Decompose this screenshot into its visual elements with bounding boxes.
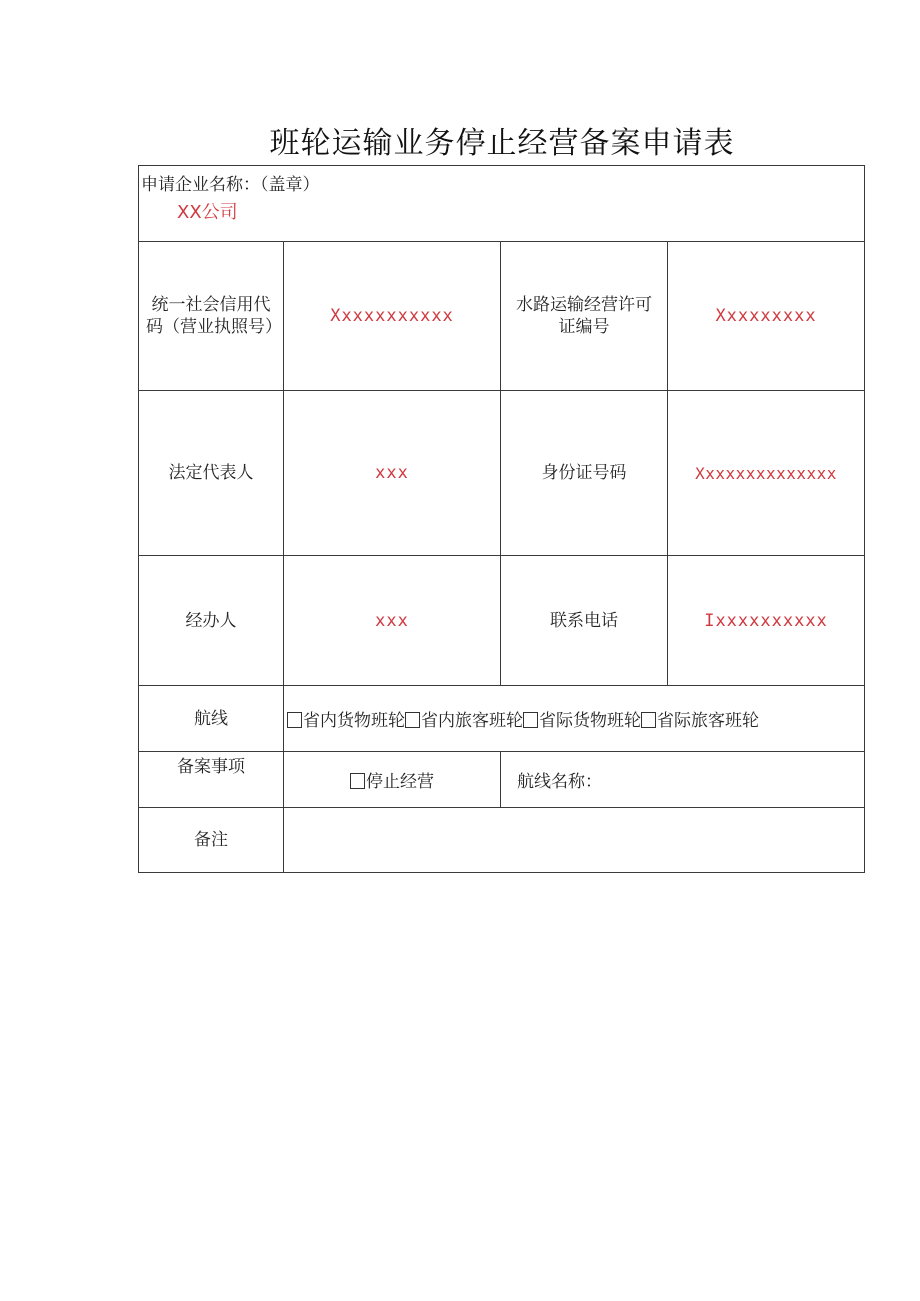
phone-value: Ixxxxxxxxxx: [704, 610, 828, 631]
handler-label-cell: [138, 555, 284, 686]
id-label: 身份证号码: [541, 463, 627, 483]
legal-rep-value: xxx: [375, 463, 409, 483]
phone-value-cell[interactable]: [667, 555, 865, 686]
license-value-cell[interactable]: [667, 241, 865, 391]
credit-code-label: 统一社会信用代码（营业执照号）: [146, 295, 282, 337]
id-value-cell[interactable]: [667, 390, 865, 556]
route-label: 航线: [194, 708, 228, 729]
license-label: 水路运输经营许可证编号: [516, 295, 652, 337]
handler-value: xxx: [375, 610, 409, 631]
handler-label: 经办人: [185, 610, 237, 631]
route-name-cell[interactable]: [500, 751, 865, 808]
route-option-provincial-cargo[interactable]: 省内货物班轮: [287, 711, 405, 731]
filing-label: 备案事项: [177, 757, 245, 777]
legal-rep-value-cell[interactable]: [283, 390, 501, 556]
credit-code-value-cell[interactable]: [283, 241, 501, 391]
filing-option-stop[interactable]: 停止经营: [350, 771, 434, 793]
legal-rep-label: 法定代表人: [168, 463, 254, 483]
route-options-cell: [283, 685, 865, 752]
handler-value-cell[interactable]: [283, 555, 501, 686]
route-option-provincial-passenger[interactable]: 省内旅客班轮: [405, 711, 523, 731]
remarks-label: 备注: [194, 830, 228, 850]
applicant-cell[interactable]: [138, 165, 865, 242]
applicant-value: XX公司: [177, 202, 238, 223]
checkbox-icon: [405, 712, 420, 728]
route-option-interprovincial-cargo[interactable]: 省际货物班轮: [523, 711, 641, 731]
phone-label-cell: [500, 555, 668, 686]
id-label-cell: [500, 390, 668, 556]
credit-code-value: Xxxxxxxxxxx: [330, 306, 454, 326]
remarks-label-cell: [138, 807, 284, 873]
filing-label-cell: [138, 751, 284, 808]
license-label-cell: [500, 241, 668, 391]
application-form: [138, 165, 865, 873]
applicant-label: 申请企业名称：（盖章）: [141, 175, 320, 195]
remarks-value-cell[interactable]: [283, 807, 865, 873]
route-options: [287, 706, 759, 731]
id-value: Xxxxxxxxxxxxxx: [695, 463, 837, 483]
checkbox-icon: [350, 773, 365, 789]
checkbox-icon: [287, 712, 302, 728]
checkbox-icon: [523, 712, 538, 728]
route-name-label: 航线名称：: [517, 771, 602, 792]
legal-rep-label-cell: [138, 390, 284, 556]
phone-label: 联系电话: [550, 610, 618, 631]
filing-option-cell: [283, 751, 501, 808]
credit-code-label-cell: [138, 241, 284, 391]
license-value: Xxxxxxxxx: [715, 306, 817, 326]
form-title: 班轮运输业务停止经营备案申请表: [269, 126, 735, 161]
checkbox-icon: [641, 712, 656, 728]
route-label-cell: [138, 685, 284, 752]
route-option-interprovincial-passenger[interactable]: 省际旅客班轮: [641, 711, 759, 731]
